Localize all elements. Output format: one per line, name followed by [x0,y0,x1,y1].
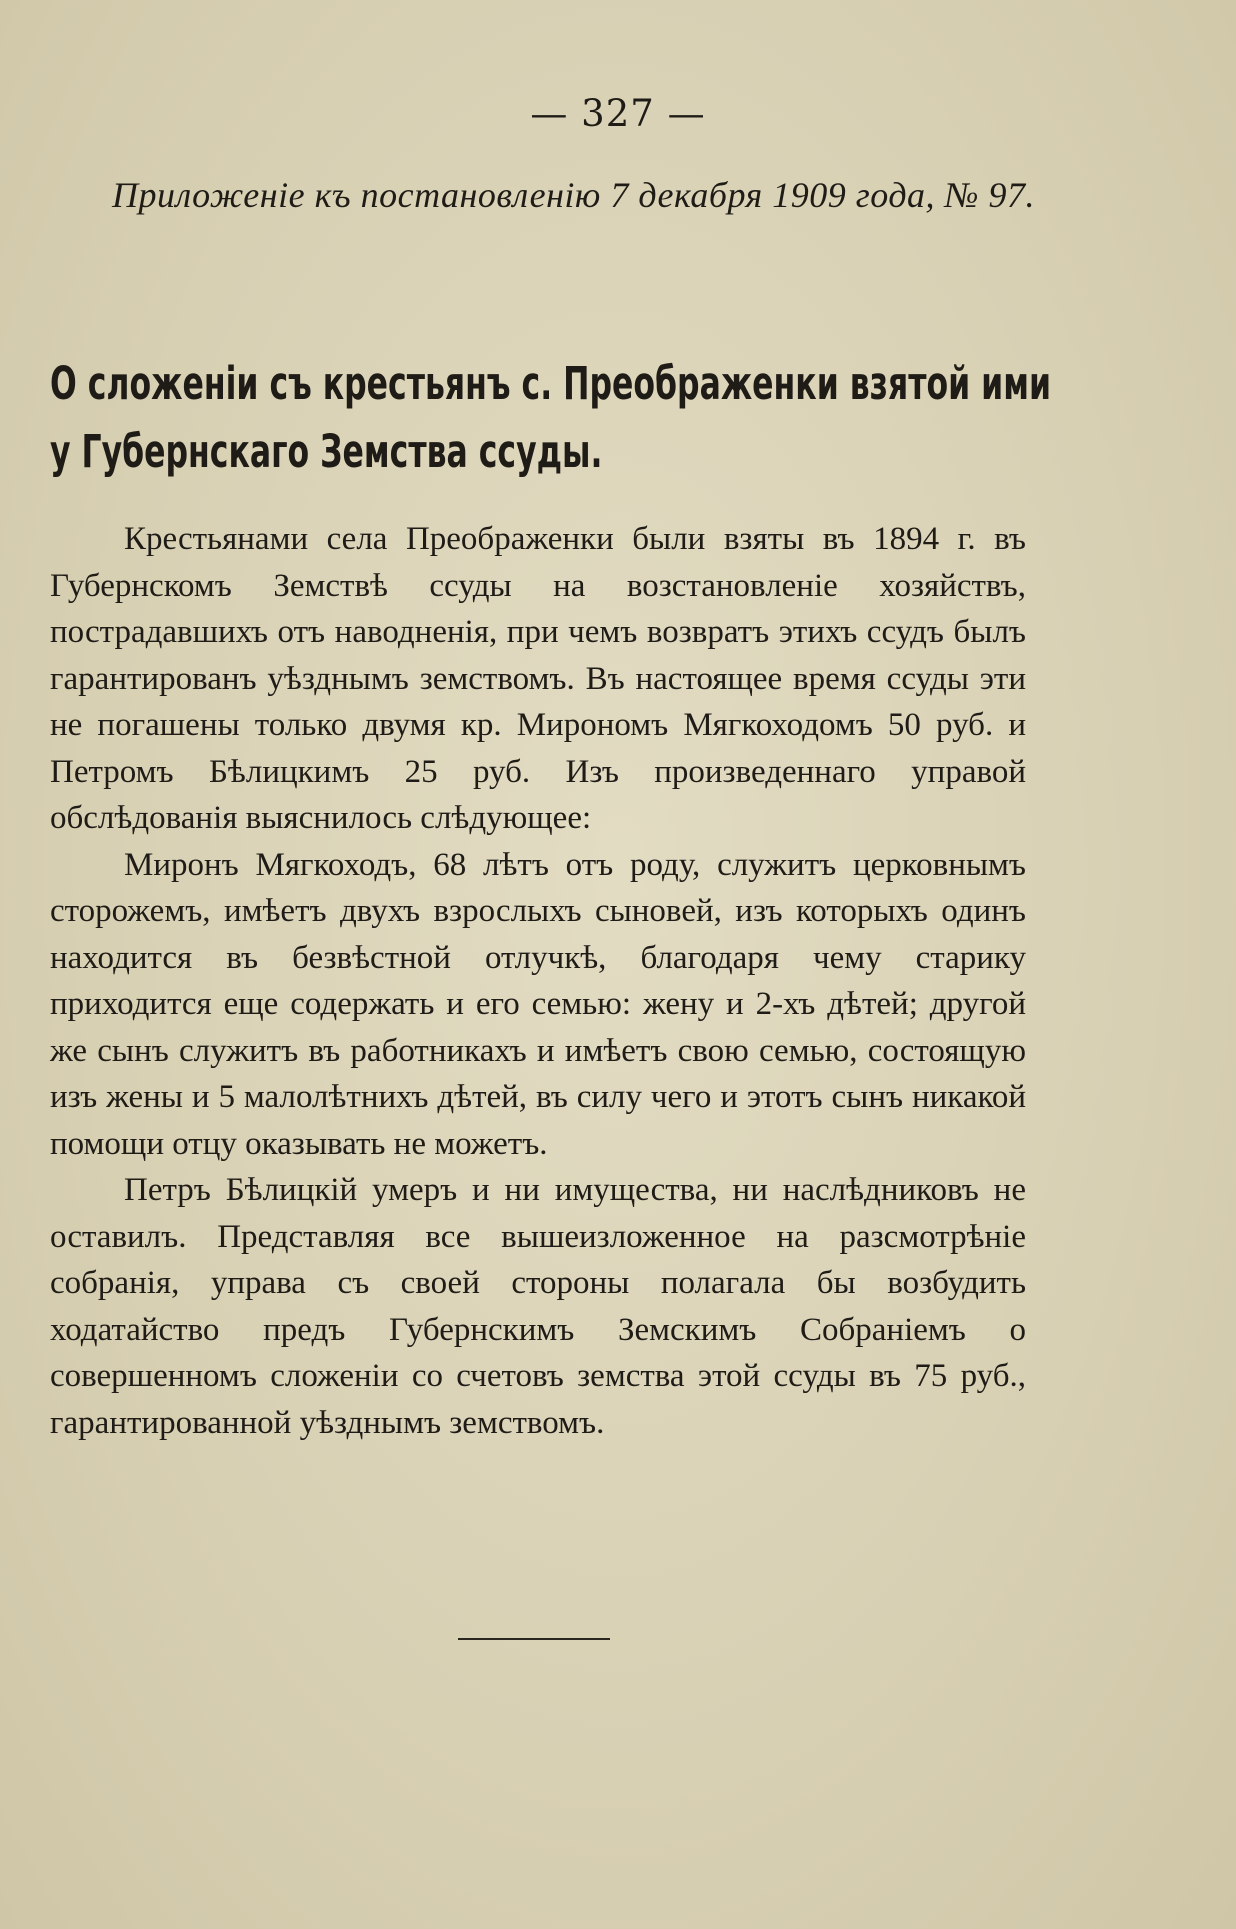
paragraph-2: Миронъ Мягкоходъ, 68 лѣтъ отъ роду, служитъ церковнымъ сторожемъ, имѣетъ двухъ взрослыхъ сыновей, изъ которыхъ одинъ находится въ безвѣстной отлучкѣ, благодаря чему старику приходится еще содержать и его семью: жену и 2-хъ дѣтей; другой же сынъ служитъ въ работникахъ и имѣетъ свою семью, состоящую изъ жены и 5 малолѣтнихъ дѣтей, въ силу чего и этотъ сынъ никакой помощи отцу оказывать не можетъ. [50,846,1026,1162]
paragraph-3: Петръ Бѣлицкiй умеръ и ни имущества, ни наслѣдниковъ не оставилъ. Представляя все вышеизложенное на разсмотрѣнiе собранiя, управа съ своей стороны полагала бы возбудить ходатайство предъ Губернскимъ Земскимъ Собранiемъ о совершенномъ сложенiи со счетовъ земства этой ссуды въ 75 руб., гарантированной уѣзднымъ земствомъ. [50,1172,1026,1441]
document-title: О сложенiи съ крестьянъ с. Преображенки взятой ими у Губернскаго Земства ссуды. [50,357,1052,478]
page-number: — 327 — [530,92,706,135]
closing-rule [458,1638,610,1640]
appendix-reference: Приложенiе къ постановленiю 7 декабря 1909 года, № 97. [112,175,1035,215]
body-text [50,516,1026,1446]
paragraph-1: Крестьянами села Преображенки были взяты въ 1894 г. въ Губернскомъ Земствѣ ссуды на возстановленiе хозяйствъ, пострадавшихъ отъ наводненiя, при чемъ возвратъ этихъ ссудъ былъ гарантированъ уѣзднымъ земствомъ. Въ настоящее время ссуды эти не погашены только двумя кр. Мирономъ Мягкоходомъ 50 руб. и Петромъ Бѣлицкимъ 25 руб. Изъ произведеннаго управой обслѣдованiя выяснилось слѣдующее: [50,521,1026,836]
